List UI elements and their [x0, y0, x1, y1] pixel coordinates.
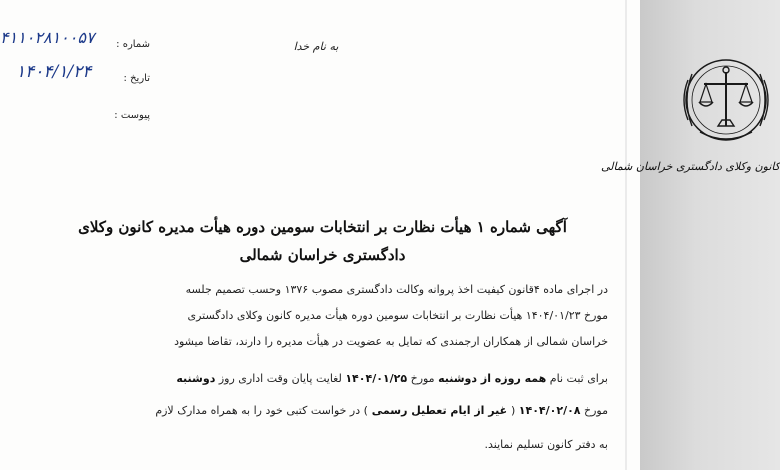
letter-date-label: تاریخ :	[123, 73, 150, 84]
letter-attachment-label: پیوست :	[114, 110, 150, 121]
notice-line4-bold-start-date: ۱۴۰۴/۰۱/۲۵	[345, 372, 408, 385]
letter-attachment-row	[0, 106, 150, 128]
notice-line4-text-c: مورخ	[407, 372, 439, 385]
notice-line5-bold-end-date: ۱۴۰۴/۰۲/۰۸	[518, 404, 581, 417]
notice-body-line-6: به دفتر کانون تسلیم نمایند.	[484, 438, 608, 451]
notice-line4-bold-weekday: دوشنبه	[176, 372, 216, 385]
notice-line4-text-a: برای ثبت نام	[546, 372, 608, 385]
notice-line4-text-e: لغایت پایان وقت اداری روز	[215, 372, 346, 385]
notice-body-line-5	[96, 404, 608, 417]
notice-line5-text-a: مورخ	[580, 404, 608, 417]
notice-body-line-1: در اجرای ماده ۴قانون کیفیت اخذ پروانه وکالت دادگستری مصوب ۱۳۷۶ وحسب تصمیم جلسه	[185, 283, 608, 296]
notice-line5-text-e: ) در خواست کتبی خود را به همراه مدارک لازم	[155, 404, 368, 417]
notice-line4-bold-days: همه روزه از دوشنبه	[438, 372, 547, 385]
letter-number-value: ۴۱۱۰۲۸۱۰۰۵۷	[0, 28, 95, 47]
scales-of-justice-emblem-icon	[672, 46, 780, 154]
basmala-heading: به نام خدا	[293, 40, 339, 53]
organization-name: کانون وکلای دادگستری خراسان شمالی	[600, 160, 780, 173]
letter-number-row	[0, 28, 150, 56]
notice-body-line-3: خراسان شمالی از همکاران ارجمندی که تمایل به عضویت در هیأت مدیره را دارند، تقاضا میشود	[174, 335, 608, 348]
letter-date-value: ۱۴۰۴/۱/۲۴	[16, 62, 92, 82]
notice-body-line-2: مورخ ۱۴۰۴/۰۱/۲۳ هیأت نظارت بر انتخابات سومین دوره هیأت مدیره کانون وکلای دادگستری	[187, 309, 608, 322]
letter-date-row	[0, 62, 150, 90]
notice-body-line-4	[96, 372, 608, 385]
notice-line5-text-c: (	[510, 404, 519, 417]
notice-title-line-2: دادگستری خراسان شمالی	[239, 246, 406, 264]
notice-title-line-1: آگهی شماره ۱ هیأت نظارت بر انتخابات سومین دوره هیأت مدیره کانون وکلای	[78, 218, 567, 236]
notice-line5-bold-holiday-note: غیر از ایام تعطیل رسمی	[367, 404, 511, 417]
margin-divider	[625, 0, 627, 470]
letter-number-label: شماره :	[116, 39, 150, 50]
